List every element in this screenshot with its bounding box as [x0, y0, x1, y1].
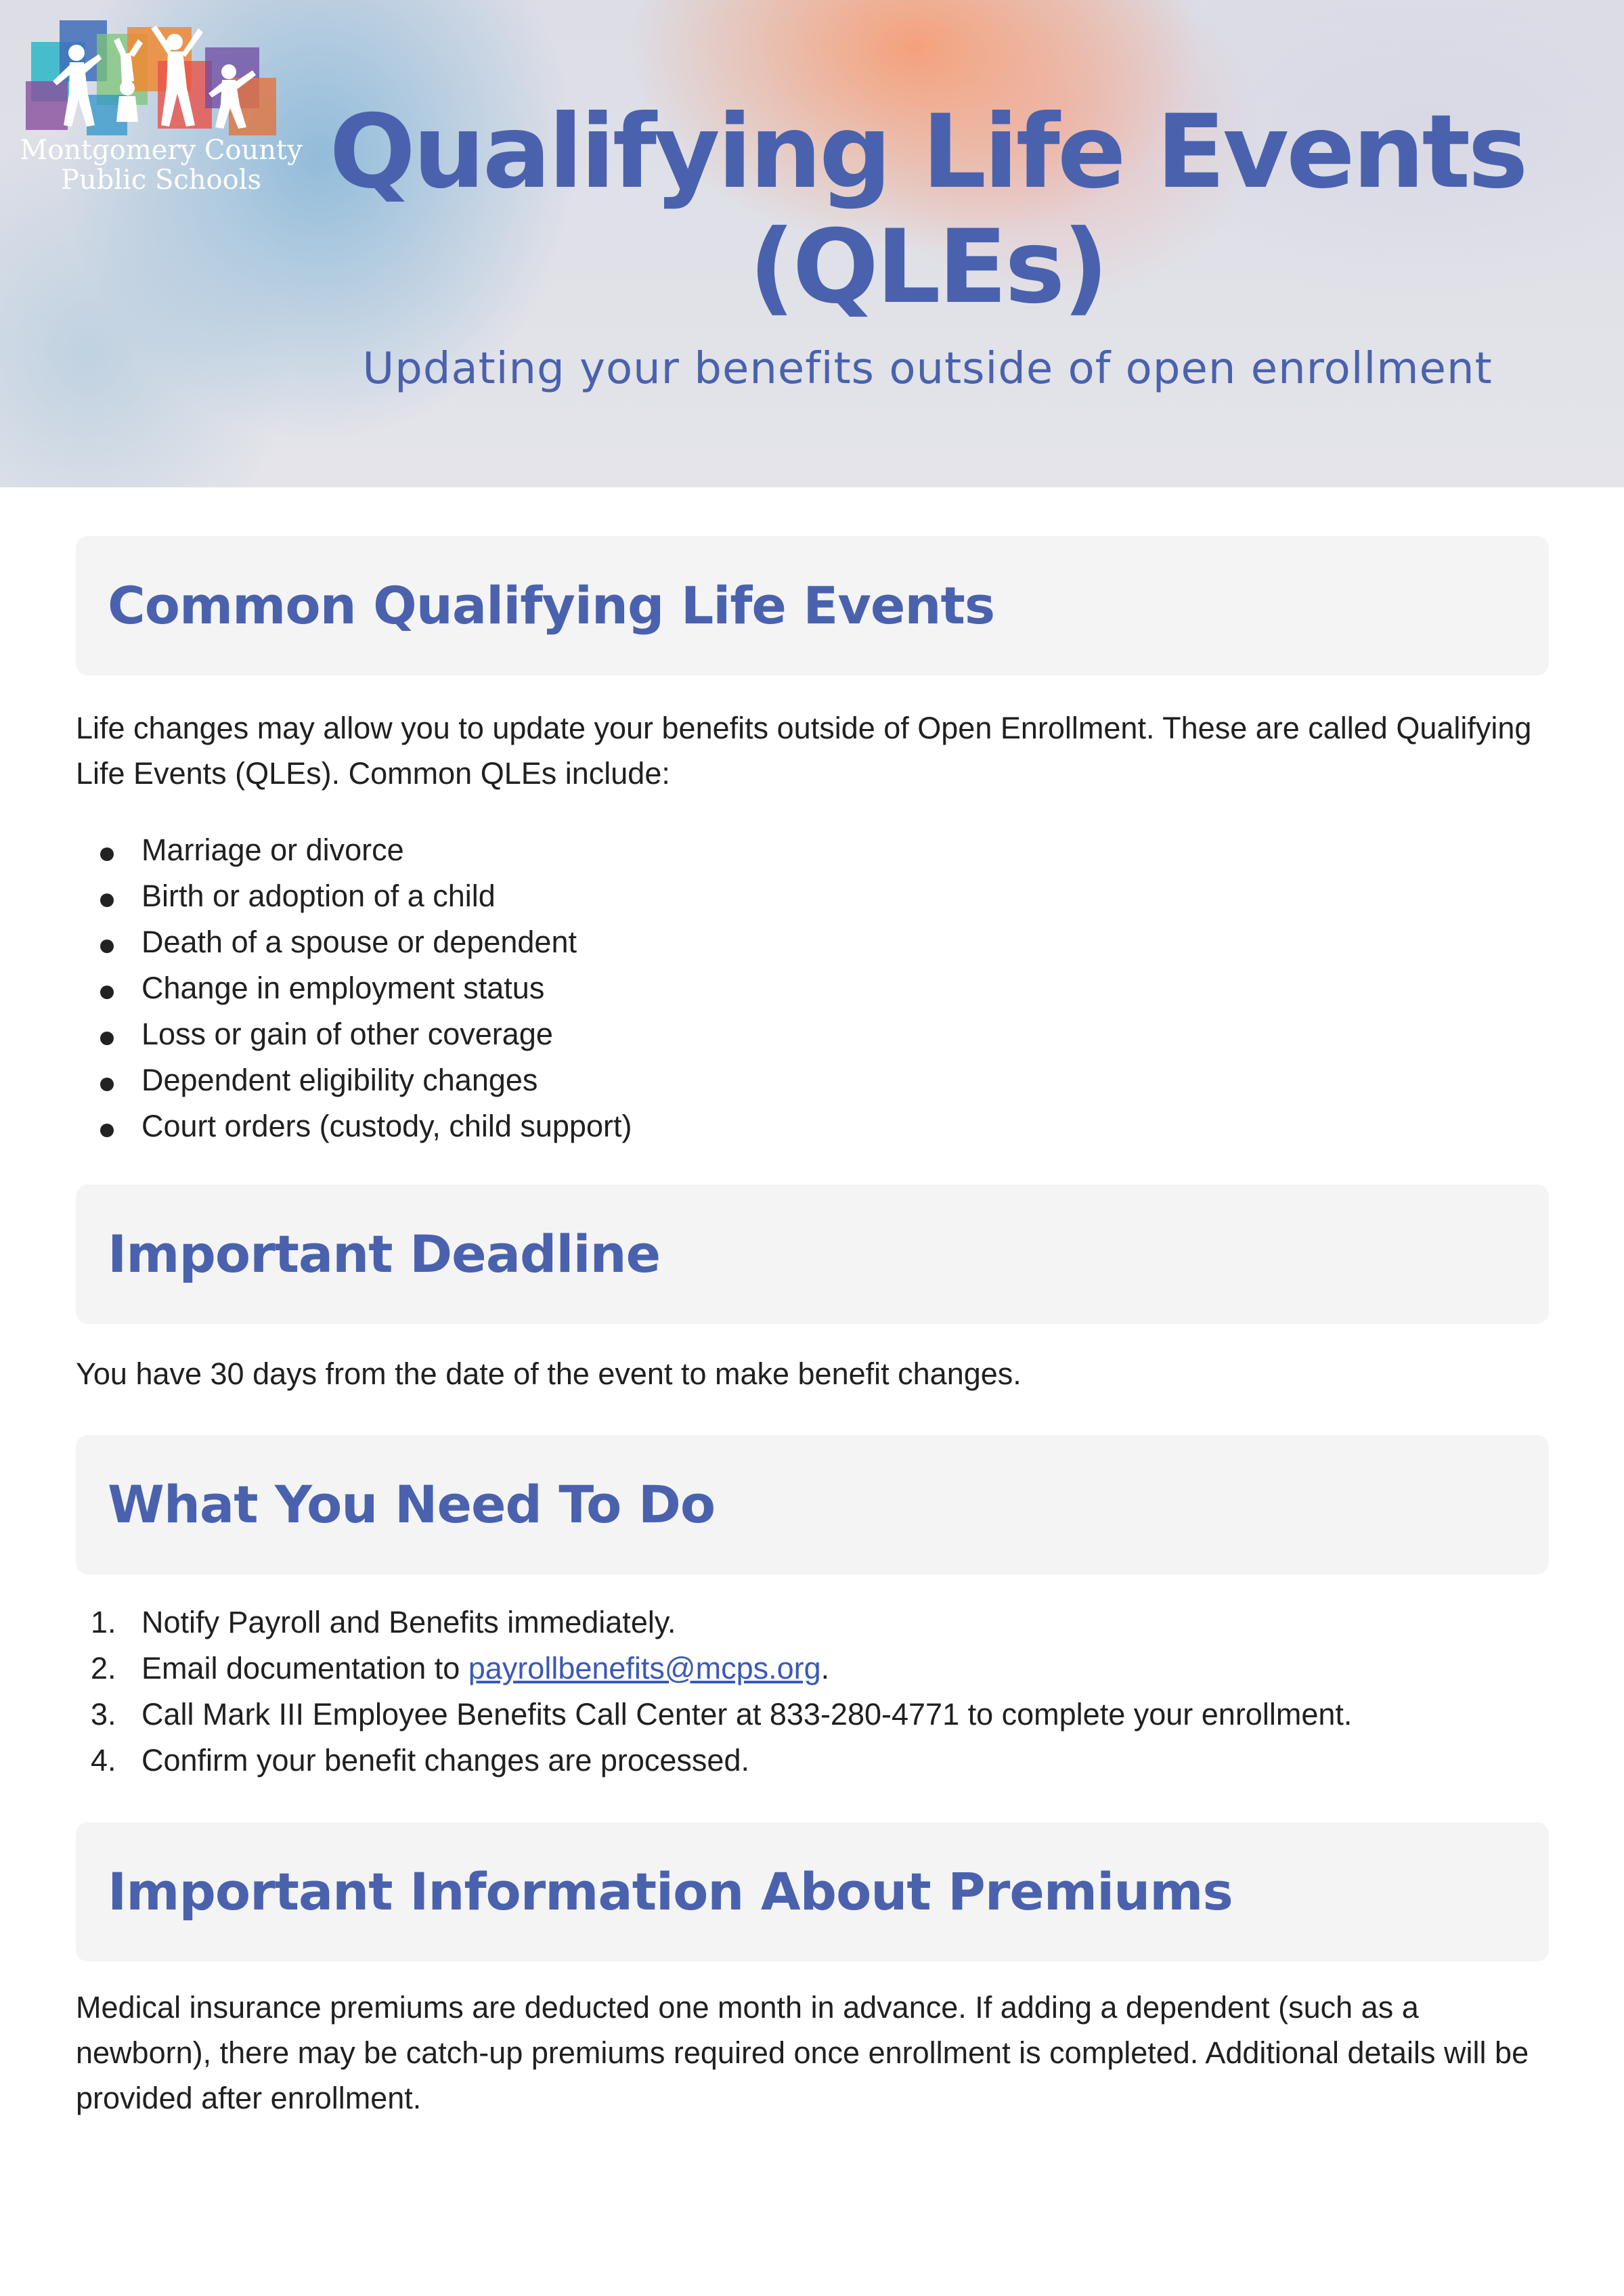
logo-children-graphic [12, 14, 290, 149]
page-title-line1: Qualifying Life Events [329, 93, 1526, 211]
list-item: Birth or adoption of a child [76, 873, 632, 919]
header-banner [0, 0, 1624, 487]
section-header-deadline [76, 1185, 1549, 1324]
section-header-what-to-do [76, 1435, 1549, 1574]
section-heading: Important Deadline [108, 1224, 661, 1284]
list-item: Loss or gain of other coverage [76, 1011, 632, 1057]
list-item: Dependent eligibility changes [76, 1057, 632, 1103]
section-heading: Common Qualifying Life Events [108, 575, 995, 636]
common-qles-list [76, 827, 632, 1149]
step-number: 3. [91, 1697, 116, 1731]
step-number: 2. [91, 1651, 116, 1685]
step-text: Confirm your benefit changes are processed. [141, 1743, 749, 1778]
mcps-logo [12, 14, 303, 203]
page-subtitle: Updating your benefits outside of open enrollment [362, 344, 1493, 394]
step-text-before: Email documentation to [141, 1651, 468, 1685]
page-title-line2: (QLEs) [749, 208, 1106, 326]
list-item: Death of a spouse or dependent [76, 919, 632, 965]
logo-text-line1: Montgomery County [20, 135, 303, 166]
section-heading: Important Information About Premiums [108, 1861, 1233, 1922]
list-item: Marriage or divorce [76, 827, 632, 873]
section-header-premiums [76, 1822, 1549, 1962]
step-item [76, 1646, 1352, 1692]
step-item [76, 1692, 1352, 1738]
step-item [76, 1738, 1352, 1784]
email-link[interactable]: payrollbenefits@mcps.org [468, 1651, 821, 1685]
step-number: 4. [91, 1743, 116, 1778]
step-text: Call Mark III Employee Benefits Call Center at 833-280-4771 to complete your enrollment. [141, 1697, 1353, 1731]
step-item [76, 1599, 1352, 1646]
common-qles-intro: Life changes may allow you to update your benefits outside of Open Enrollment. These are called Qualifying Life Events (QLEs). Common QLEs include: [76, 711, 1532, 791]
premiums-text: Medical insurance premiums are deducted one month in advance. If adding a dependent (such as a newborn), there may be catch-up premiums required once enrollment is completed. Additional details will be provided after enrollment. [76, 1990, 1529, 2115]
page-title [298, 95, 1557, 325]
step-text: Notify Payroll and Benefits immediately. [141, 1605, 676, 1639]
list-item: Court orders (custody, child support) [76, 1103, 632, 1149]
step-text-after: . [820, 1651, 830, 1685]
section-heading: What You Need To Do [108, 1474, 716, 1535]
section-header-common-qles [76, 536, 1549, 676]
steps-list [76, 1599, 1352, 1784]
deadline-text: You have 30 days from the date of the event to make benefit changes. [76, 1356, 1022, 1391]
list-item: Change in employment status [76, 965, 632, 1011]
step-number: 1. [91, 1605, 116, 1639]
logo-text-line2: Public Schools [60, 164, 262, 196]
